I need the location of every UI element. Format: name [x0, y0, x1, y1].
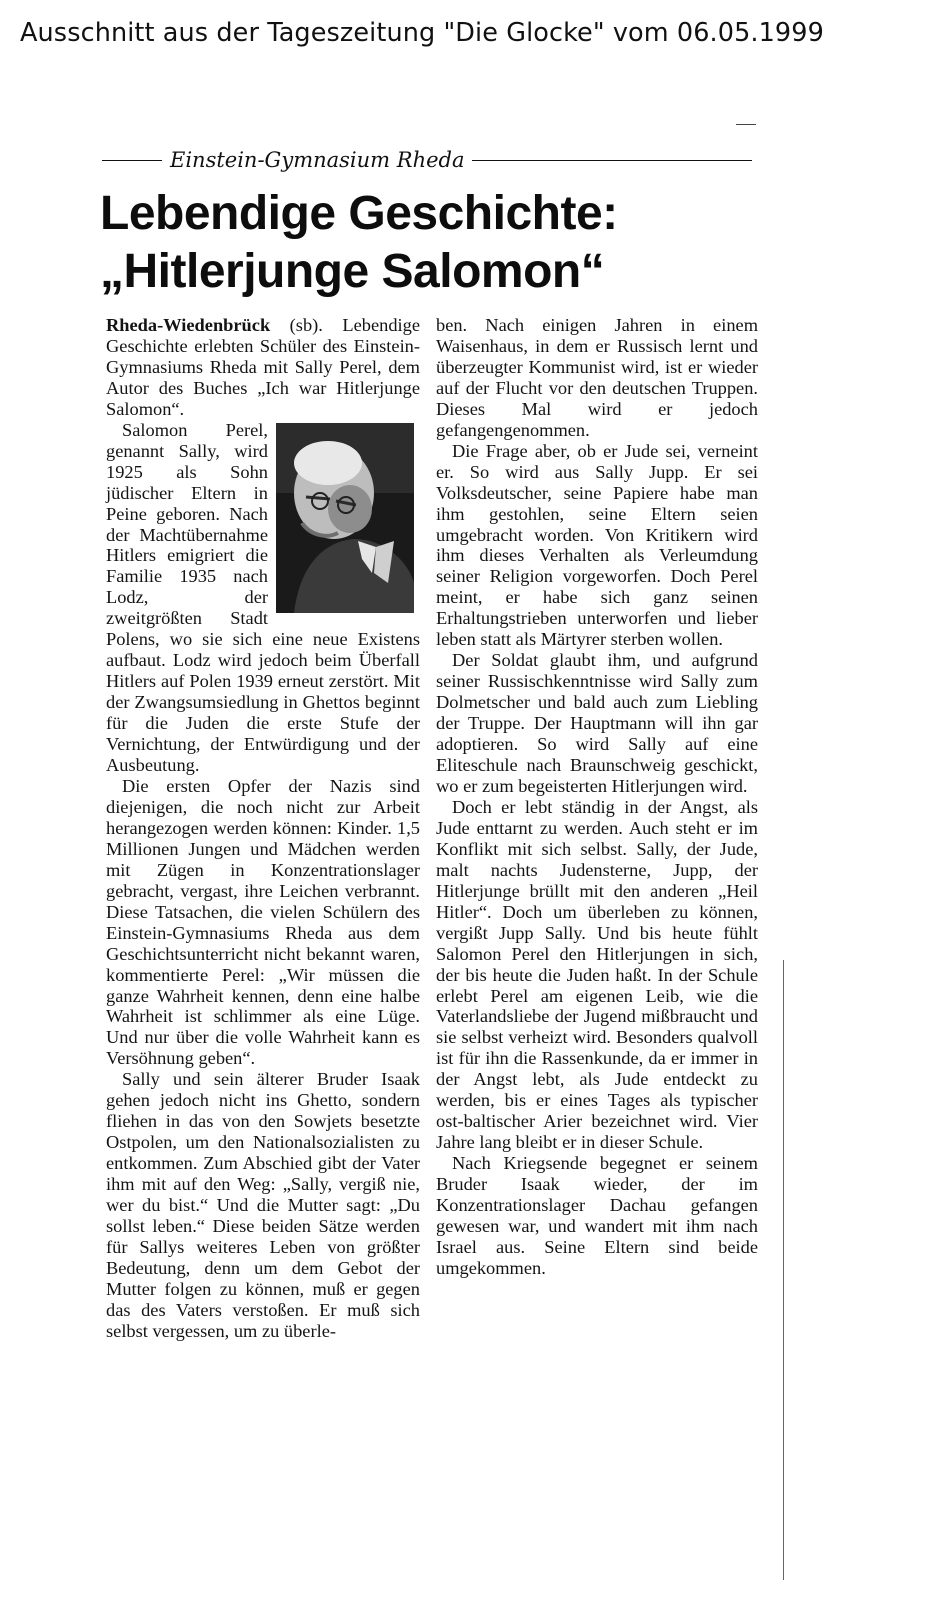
headline: [100, 185, 760, 301]
article-paragraph: Nach Kriegsende begegnet er seinem Bruder Isaak wieder, der im Konzentrationslager Dachau gefangen gewesen war, und wandert mit ihm nach Israel aus. Seine Eltern sind beide umgekommen.: [436, 1153, 758, 1278]
margin-rule: [783, 960, 784, 1580]
article-paragraph: Sally und sein älterer Bruder Isaak gehen jedoch nicht ins Ghetto, sondern fliehen in das von den Sowjets besetzte Ostpolen, um den Nationalsozialisten zu entkommen. Zum Abschied gibt der Vater ihm mit auf den Weg: „Sally, vergiß nie, wer du bist.“ Und die Mutter sagt: „Du sollst leben.“ Diese beiden Sätze werden für Sallys weiteres Leben von größter Bedeutung, denn um dem Gebot der Mutter folgen zu können, muß er gegen das des Vaters verstoßen. Er muß sich selbst vergessen, um zu überle-: [106, 1069, 420, 1341]
headline-line-1: Lebendige Geschichte:: [100, 187, 618, 240]
article-paragraph: [106, 420, 420, 776]
article-paragraph: Die Frage aber, ob er Jude sei, verneint er. So wird aus Sally Jupp. Er sei Volksdeutscher, seine Papiere habe man ihm gestohlen, seine Eltern seien umgebracht worden. Von Kritikern wird ihm dieses Verhalten als Verleumdung seiner Religion vorgeworfen. Doch Perel meint, er habe sich ganz seinen Erhaltungstrieben unterworfen und lieber leben statt als Märtyrer sterben wollen.: [436, 440, 758, 650]
dateline: Rheda-Wiedenbrück: [106, 315, 271, 335]
portrait-photo: [276, 423, 414, 613]
article-paragraph: Doch er lebt ständig in der Angst, als Jude enttarnt zu werden. Auch steht er im Konflikt mit sich selbst. Sally, der Jude, malt nachts Judensterne, Jupp, der Hitlerjunge brüllt mit den anderen „Heil Hitler“. Doch um überleben zu können, vergißt Jupp Sally. Und bis heute fühlt Salomon Perel den Hitlerjungen in sich, der bis heute die Juden haßt. In der Schule erlebt Perel am eigenen Leib, wie die Vaterlandsliebe der Jugend mißbraucht und sie selbst verheizt wird. Besonders qualvoll ist für ihn die Rassenkunde, da er immer in der Angst lebt, als Jude entdeckt zu werden, bis er eines Tages als typischer ost-baltischer Arier bezeichnet wird. Vier Jahre lang bleibt er in dieser Schule.: [436, 796, 758, 1153]
kicker-rule-left: [102, 160, 162, 161]
headline-line-2: „Hitlerjunge Salomon“: [100, 245, 605, 298]
kicker-rule-right: [472, 160, 752, 161]
article-paragraph: ben. Nach einigen Jahren in einem Waisenhaus, in dem er Russisch lernt und überzeugter Kommunist wird, ist er wieder auf der Flucht vor den deutschen Truppen. Dieses Mal wird er jedoch gefangengenommen.: [436, 315, 758, 440]
kicker-text: Einstein-Gymnasium Rheda: [170, 148, 465, 172]
article-paragraph: Der Soldat glaubt ihm, und aufgrund seiner Russischkenntnisse wird Sally zum Dolmetscher und bald auch zum Liebling der Truppe. Der Hauptmann will ihn gar adoptieren. So wird Sally auf eine Eliteschule nach Braunschweig geschickt, wo er zum begeisterten Hitlerjungen wird.: [436, 650, 758, 796]
article-paragraph: [106, 315, 420, 420]
paragraph-text: (sb). Lebendige Geschichte erlebten Schüler des Einstein-Gymnasiums Rheda mit Sally Perel, dem Autor des Buches „Ich war Hitlerjunge Salomon“.: [106, 315, 420, 419]
article-column-right: [436, 315, 758, 1279]
portrait-photo-icon: [276, 423, 414, 613]
article-paragraph: Die ersten Opfer der Nazis sind diejenigen, die noch nicht zur Arbeit herangezogen werden können: Kinder. 1,5 Millionen Jungen und Mädchen werden mit Zügen in Konzentrationslager gebracht, vergast, ihre Leichen verbrannt. Diese Tatsachen, die vielen Schülern des Einstein-Gymnasiums Rheda aus dem Geschichtsunterricht nicht bekannt waren, kommentierte Perel: „Wir müssen die ganze Wahrheit kennen, denn eine halbe Wahrheit ist schlimmer als eine Lüge. Und nur über die volle Wahrheit kann es Versöhnung geben“.: [106, 775, 420, 1069]
source-caption: Ausschnitt aus der Tageszeitung "Die Glocke" vom 06.05.1999: [20, 18, 824, 48]
corner-mark: [736, 124, 756, 125]
article-column-left: [106, 315, 420, 1342]
kicker-line: [102, 148, 752, 172]
paragraph-text: Salomon Perel, genannt Sally, wird 1925 als Sohn jüdischer Eltern in Peine geboren. Nach der Machtübernahme Hitlers emigriert die Familie 1935 nach Lodz, der zweitgrößten Stadt Polens, wo sie sich eine neue Existens aufbaut. Lodz wird jedoch beim Überfall Hitlers auf Polen 1939 erneut zerstört. Mit der Zwangsumsiedlung in Ghettos beginnt für die Juden die erste Stufe der Vernichtung, der Entwürdigung und der Ausbeutung.: [106, 419, 420, 776]
